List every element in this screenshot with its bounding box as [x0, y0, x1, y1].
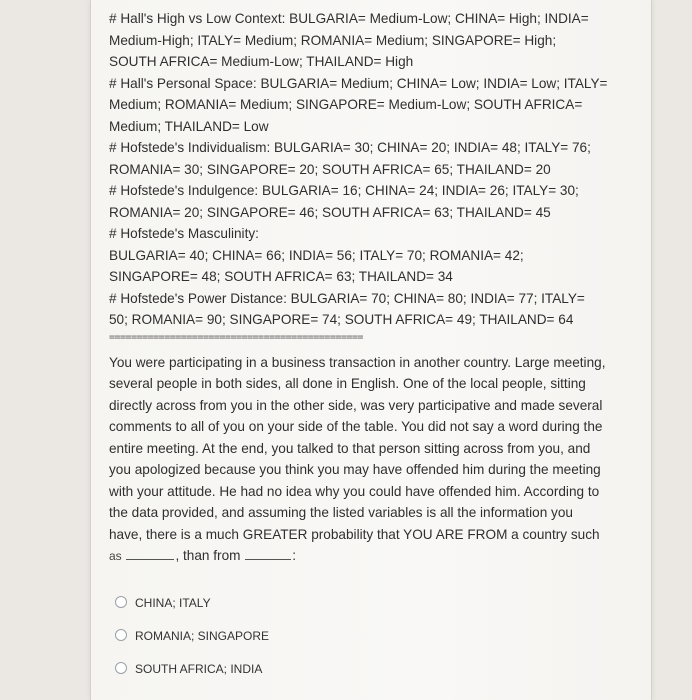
option-china-italy[interactable] [109, 594, 509, 612]
question-line: you apologized because you think you may have offended him during the meeting [109, 462, 601, 477]
data-line: # Hofstede's Masculinity: [109, 226, 259, 241]
question-line: comments to all of you on your side of the table. You did not say a word during the [109, 419, 603, 434]
question-text [109, 352, 639, 568]
question-line: with your attitude. He had no idea why you could have offended him. According to [109, 483, 600, 499]
data-line: 50; ROMANIA= 90; SINGAPORE= 74; SOUTH AFRICA= 49; THAILAND= 64 [109, 312, 574, 327]
question-line: several people in both sides, all done in English. One of the local people, sitting [109, 376, 586, 391]
data-line: Medium; ROMANIA= Medium; SINGAPORE= Medium-Low; SOUTH AFRICA= [109, 97, 583, 112]
answer-blank-2 [245, 558, 291, 560]
question-content [109, 8, 639, 568]
data-line: # Hall's High vs Low Context: BULGARIA= Medium-Low; CHINA= High; INDIA= [109, 11, 589, 26]
data-line: BULGARIA= 40; CHINA= 66; INDIA= 56; ITALY= 70; ROMANIA= 42; [109, 247, 524, 263]
prompt-colon: : [292, 548, 297, 563]
option-label: SOUTH AFRICA; INDIA [135, 662, 263, 676]
option-label: ROMANIA; SINGAPORE [135, 629, 270, 643]
question-line: have, there is a much GREATER probability that YOU ARE FROM a country such [109, 526, 600, 542]
data-line: SOUTH AFRICA= Medium-Low; THAILAND= High [109, 54, 414, 69]
answer-options [109, 594, 509, 693]
question-line: entire meeting. At the end, you talked to that person sitting across from you, and [109, 440, 591, 456]
radio-button[interactable] [115, 662, 127, 674]
data-line: ROMANIA= 20; SINGAPORE= 46; SOUTH AFRICA= 63; THAILAND= 45 [109, 204, 551, 220]
radio-button[interactable] [115, 629, 127, 641]
data-line: # Hofstede's Power Distance: BULGARIA= 70; CHINA= 80; INDIA= 77; ITALY= [109, 290, 585, 306]
radio-button[interactable] [115, 596, 127, 608]
question-line: You were participating in a business transaction in another country. Large meeting, [109, 354, 606, 370]
answer-blank-1 [126, 558, 174, 560]
data-line: SINGAPORE= 48; SOUTH AFRICA= 63; THAILAND= 34 [109, 269, 453, 284]
prompt-comma: , [175, 548, 180, 563]
data-line: ROMANIA= 30; SINGAPORE= 20; SOUTH AFRICA= 65; THAILAND= 20 [109, 161, 551, 177]
option-label: CHINA; ITALY [135, 596, 211, 610]
question-line: the data provided, and assuming the listed variables is all the information you [109, 505, 573, 520]
question-prompt [109, 545, 639, 568]
data-line: Medium-High; ITALY= Medium; ROMANIA= Medium; SINGAPORE= High; [109, 32, 557, 48]
data-line: # Hofstede's Individualism: BULGARIA= 30; CHINA= 20; INDIA= 48; ITALY= 76; [109, 140, 591, 155]
question-card [90, 0, 652, 700]
prompt-as: as [109, 549, 122, 563]
data-line: # Hall's Personal Space: BULGARIA= Medium; CHINA= Low; INDIA= Low; ITALY= [109, 75, 608, 91]
data-line: Medium; THAILAND= Low [109, 118, 269, 134]
cultural-data-block [109, 8, 639, 331]
option-romania-singapore[interactable] [109, 627, 509, 645]
data-line: # Hofstede's Indulgence: BULGARIA= 16; CHINA= 24; INDIA= 26; ITALY= 30; [109, 183, 579, 198]
prompt-than-from: than from [183, 548, 241, 563]
option-south-africa-india[interactable] [109, 660, 509, 678]
separator-line: ============================================== [109, 331, 363, 343]
question-line: directly across from you in the other side, was very participative and made several [109, 397, 603, 413]
